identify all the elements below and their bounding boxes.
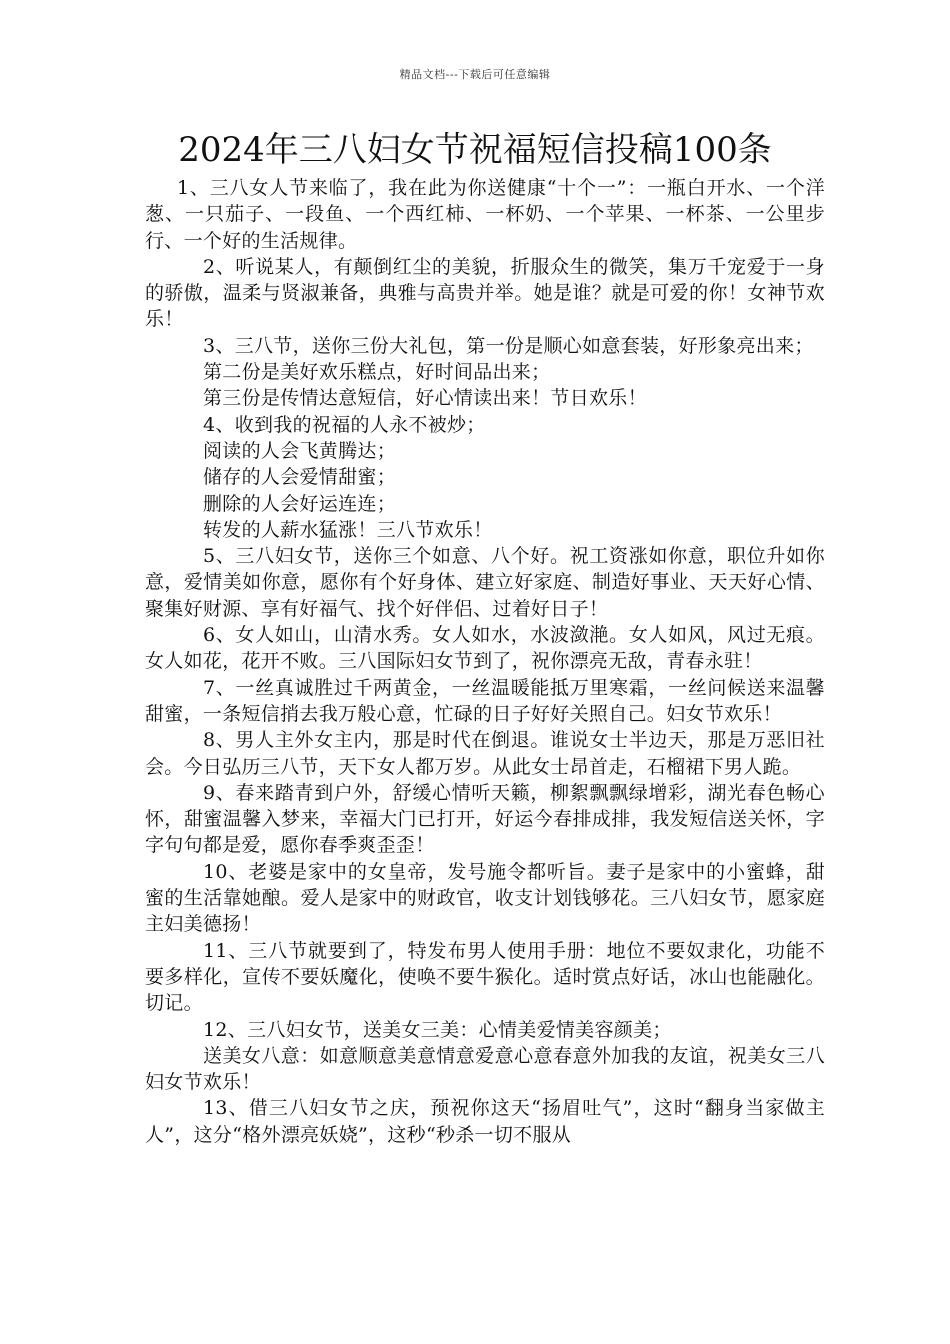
paragraph-13: 13、借三八妇女节之庆，预祝你这天“扬眉吐气”，这时“翻身当家做主人”，这分“格外漂亮妖娆”，这秒“秒杀一切不服从 [145,1097,825,1146]
paragraph-3-line-3: 第三份是传情达意短信，好心情读出来！节日欢乐！ [203,387,647,410]
paragraph-4: 4、收到我的祝福的人永不被炒； [203,413,486,436]
header-note: 精品文档---下载后可任意编辑 [399,68,551,81]
paragraph-9: 9、春来踏青到户外，舒缓心情听天籁，柳絮飘飘绿增彩，湖光春色畅心怀，甜蜜温馨入梦来，幸福大门已打开，好运今春排成排，我发短信送关怀，字字句句都是爱，愿你春季爽歪歪！ [145,781,825,857]
paragraph-8: 8、男人主外女主内，那是时代在倒退。谁说女士半边天，那是万恶旧社会。今日弘历三八节，天下女人都万岁。从此女士昂首走，石榴裙下男人跪。 [145,729,825,778]
paragraph-4-line-5: 转发的人薪水猛涨！三八节欢乐！ [203,518,493,541]
paragraph-10: 10、老婆是家中的女皇帝，发号施令都听旨。妻子是家中的小蜜蜂，甜蜜的生活靠她酿。爱人是家中的财政官，收支计划钱够花。三八妇女节，愿家庭主妇美德扬！ [145,860,825,936]
paragraph-3: 3、三八节，送你三份大礼包，第一份是顺心如意套装，好形象亮出来； [203,334,814,357]
paragraph-12-line-2: 送美女八意：如意顺意美意情意爱意心意春意外加我的友谊，祝美女三八妇女节欢乐！ [145,1044,825,1094]
paragraph-1: 1、三八女人节来临了，我在此为你送健康“十个一”：一瓶白开水、一个洋葱、一只茄子、一段鱼、一个西红柿、一杯奶、一个苹果、一杯茶、一公里步行、一个好的生活规律。 [145,177,825,252]
document-title: 2024年三八妇女节祝福短信投稿100条 [178,130,772,170]
paragraph-7: 7、一丝真诚胜过千两黄金，一丝温暖能抵万里寒霜，一丝问候送来温馨甜蜜，一条短信捎去我万般心意，忙碌的日子好好关照自己。妇女节欢乐！ [145,676,825,725]
document-body [145,175,825,1148]
paragraph-4-line-4: 删除的人会好运连连； [203,492,397,515]
paragraph-11: 11、三八节就要到了，特发布男人使用手册：地位不要奴隶化，功能不要多样化，宣传不要妖魔化，使唤不要牛猴化。适时赏点好话，冰山也能融化。切记。 [145,939,825,1015]
paragraph-2: 2、听说某人，有颠倒红尘的美貌，折服众生的微笑，集万千宠爱于一身的骄傲，温柔与贤淑兼备，典雅与高贵并举。她是谁？就是可爱的你！女神节欢乐！ [145,255,825,331]
paragraph-6: 6、女人如山，山清水秀。女人如水，水波潋滟。女人如风，风过无痕。女人如花，花开不败。三八国际妇女节到了，祝你漂亮无敌，青春永驻！ [145,624,825,673]
paragraph-12: 12、三八妇女节，送美女三美：心情美爱情美容颜美； [203,1018,672,1041]
paragraph-4-line-2: 阅读的人会飞黄腾达； [203,439,397,462]
paragraph-3-line-2: 第二份是美好欢乐糕点，好时间品出来； [203,361,551,384]
paragraph-4-line-3: 储存的人会爱情甜蜜； [203,466,397,489]
paragraph-5: 5、三八妇女节，送你三个如意、八个好。祝工资涨如你意，职位升如你意，爱情美如你意，愿你有个好身体、建立好家庭、制造好事业、天天好心情、聚集好财源、享有好福气、找个好伴侣、过着好日子！ [145,545,825,620]
